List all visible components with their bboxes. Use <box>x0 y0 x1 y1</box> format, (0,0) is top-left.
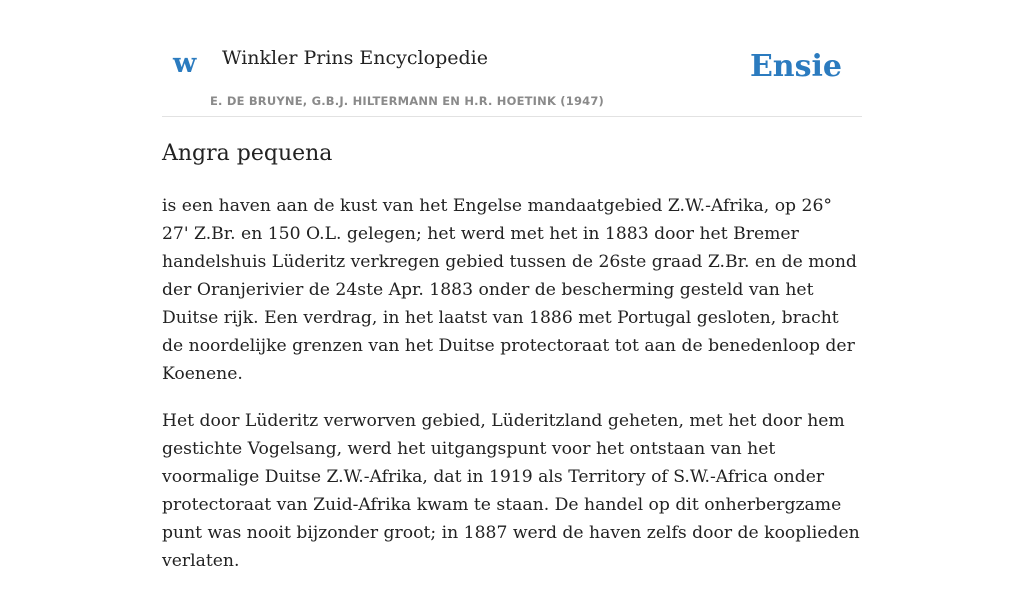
publication-title[interactable]: Winkler Prins Encyclopedie <box>222 47 488 69</box>
publication-authors: E. DE BRUYNE, G.B.J. HILTERMANN EN H.R. HOETINK (1947) <box>210 94 605 108</box>
article-paragraph: Het door Lüderitz verworven gebied, Lüderitzland geheten, met het door hem gestichte Vogelsang, werd het uitgangspunt voor het ontstaan van het voormalige Duitse Z.W.-Afrika, dat in 1919 als Territory of S.W.-Africa onder protectoraat van Zuid-Afrika kwam te staan. De handel op dit onherbergzame punt was nooit bijzonder groot; in 1887 werd de haven zelfs door de kooplieden verlaten. <box>162 411 860 571</box>
header <box>162 0 862 117</box>
page-container <box>162 0 862 571</box>
article-title: Angra pequena <box>162 141 333 166</box>
article-paragraph: is een haven aan de kust van het Engelse mandaatgebied Z.W.-Afrika, op 26° 27' Z.Br. en 150 O.L. gelegen; het werd met het in 1883 door het Bremer handelshuis Lüderitz verkregen gebied tussen de 26ste graad Z.Br. en de mond der Oranjerivier de 24ste Apr. 1883 onder de bescherming gesteld van het Duitse rijk. Een verdrag, in het laatst van 1886 met Portugal gesloten, bracht de noordelijke grenzen van het Duitse protectoraat tot aan de benedenloop der Koenene. <box>162 196 857 384</box>
winkler-prins-logo[interactable]: w <box>173 48 197 79</box>
article-body <box>162 192 862 594</box>
ensie-logo-link[interactable]: Ensie <box>749 49 842 84</box>
